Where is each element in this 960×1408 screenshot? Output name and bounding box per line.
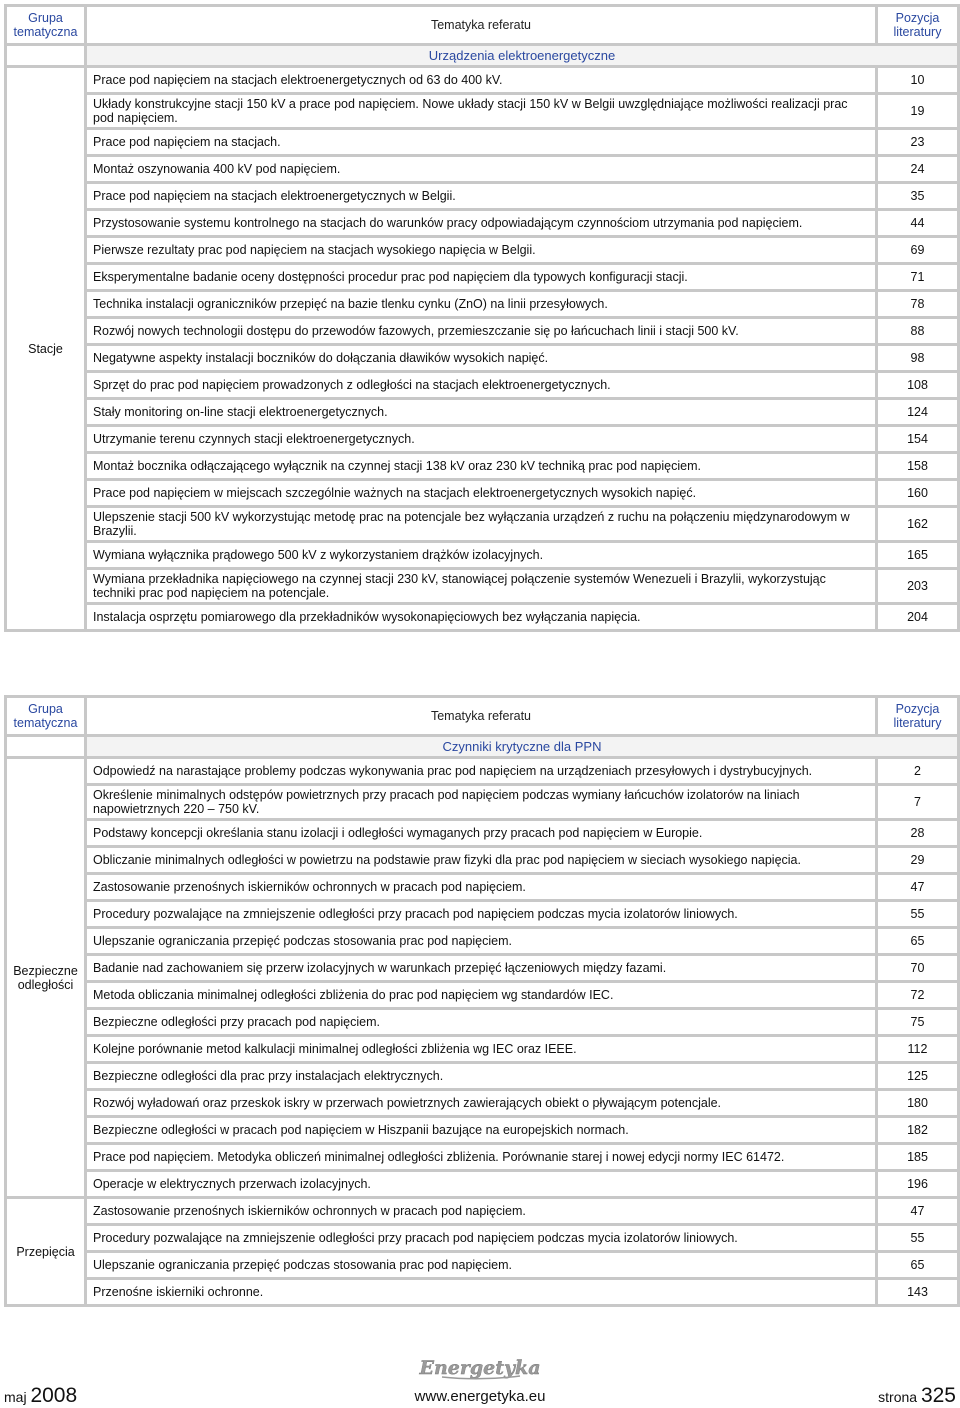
row-reference-number: 185 (878, 1145, 957, 1169)
row-reference-number: 165 (878, 543, 957, 567)
row-topic: Eksperymentalne badanie oceny dostępności procedur prac pod napięciem dla typowych konfiguracji stacji. (87, 265, 875, 289)
row-topic: Pierwsze rezultaty prac pod napięciem na stacjach wysokiego napięcia w Belgii. (87, 238, 875, 262)
table-row (7, 292, 957, 316)
row-reference-number: 204 (878, 605, 957, 629)
issue-month: maj (4, 1389, 27, 1405)
table-row (7, 1172, 957, 1196)
table-row (7, 346, 957, 370)
references-table-devices (4, 4, 960, 632)
table-row (7, 543, 957, 567)
row-topic: Ulepszanie ograniczania przepięć podczas stosowania prac pod napięciem. (87, 929, 875, 953)
table-row (7, 1064, 957, 1088)
table-row (7, 1010, 957, 1034)
table-row (7, 1253, 957, 1277)
table-row (7, 848, 957, 872)
row-reference-number: 55 (878, 902, 957, 926)
table-row (7, 319, 957, 343)
section-title: Czynniki krytyczne dla PPN (87, 737, 957, 756)
row-topic: Stały monitoring on-line stacji elektroenergetycznych. (87, 400, 875, 424)
table-row (7, 875, 957, 899)
row-reference-number: 160 (878, 481, 957, 505)
row-reference-number: 108 (878, 373, 957, 397)
row-topic: Prace pod napięciem w miejscach szczególnie ważnych na stacjach elektroenergetycznych wysokich napięć. (87, 481, 875, 505)
row-reference-number: 180 (878, 1091, 957, 1115)
section-title: Urządzenia elektroenergetyczne (87, 46, 957, 65)
table-row (7, 605, 957, 629)
table-row (7, 95, 957, 127)
row-topic: Bezpieczne odległości w pracach pod napięciem w Hiszpanii bazujące na europejskich normach. (87, 1118, 875, 1142)
row-reference-number: 29 (878, 848, 957, 872)
table-row (7, 427, 957, 451)
row-topic: Zastosowanie przenośnych iskierników ochronnych w pracach pod napięciem. (87, 1199, 875, 1223)
website-link[interactable]: www.energetyka.eu (414, 1388, 546, 1405)
table-row (7, 1226, 957, 1250)
header-topic: Tematyka referatu (87, 7, 875, 43)
table-row (7, 238, 957, 262)
row-reference-number: 70 (878, 956, 957, 980)
row-reference-number: 65 (878, 1253, 957, 1277)
row-topic: Odpowiedź na narastające problemy podczas wykonywania prac pod napięciem na urządzeniach przesyłowych i dystrybucyjnych. (87, 759, 875, 783)
row-reference-number: 44 (878, 211, 957, 235)
group-stations: Stacje (7, 68, 84, 629)
table-row (7, 508, 957, 540)
table-row (7, 184, 957, 208)
row-topic: Ulepszanie ograniczania przepięć podczas stosowania prac pod napięciem. (87, 1253, 875, 1277)
row-topic: Utrzymanie terenu czynnych stacji elektroenergetycznych. (87, 427, 875, 451)
table-row (7, 1118, 957, 1142)
table-row (7, 902, 957, 926)
row-topic: Obliczanie minimalnych odległości w powietrzu na podstawie praw fizyki dla prac pod napięciem w sieciach wysokiego napięcia. (87, 848, 875, 872)
row-reference-number: 162 (878, 508, 957, 540)
row-topic: Technika instalacji ograniczników przepięć na bazie tlenku cynku (ZnO) na linii przesyłowych. (87, 292, 875, 316)
table-row (7, 1145, 957, 1169)
row-reference-number: 65 (878, 929, 957, 953)
table-row (7, 821, 957, 845)
row-reference-number: 125 (878, 1064, 957, 1088)
table-row (7, 373, 957, 397)
table-row (7, 130, 957, 154)
row-reference-number: 19 (878, 95, 957, 127)
row-reference-number: 75 (878, 1010, 957, 1034)
row-reference-number: 35 (878, 184, 957, 208)
row-topic: Prace pod napięciem na stacjach. (87, 130, 875, 154)
svg-text:Energetyka: Energetyka (419, 1357, 541, 1379)
row-topic: Instalacja osprzętu pomiarowego dla przekładników wysokonapięciowych bez wyłączania napięcia. (87, 605, 875, 629)
row-topic: Kolejne porównanie metod kalkulacji minimalnej odległości zbliżenia wg IEC oraz IEEE. (87, 1037, 875, 1061)
table-row (7, 481, 957, 505)
row-topic: Rozwój wyładowań oraz przeskok iskry w przerwach powietrznych zawierających obiekt o pływającym potencjale. (87, 1091, 875, 1115)
row-topic: Badanie nad zachowaniem się przerw izolacyjnych w warunkach przepięć łączeniowych między fazami. (87, 956, 875, 980)
table-row (7, 570, 957, 602)
table-row (7, 1199, 957, 1223)
header-position: Pozycja literatury (878, 698, 957, 734)
row-topic: Przenośne iskierniki ochronne. (87, 1280, 875, 1304)
row-topic: Metoda obliczania minimalnej odległości zbliżenia do prac pod napięciem wg standardów IEC. (87, 983, 875, 1007)
table-row (7, 956, 957, 980)
table-row (7, 929, 957, 953)
header-position: Pozycja literatury (878, 7, 957, 43)
page-number (878, 1384, 956, 1408)
row-topic: Montaż oszynowania 400 kV pod napięciem. (87, 157, 875, 181)
row-reference-number: 28 (878, 821, 957, 845)
row-topic: Ulepszenie stacji 500 kV wykorzystując metodę prac na potencjale bez wyłączania urządzeń z ruchu na połączeniu międzynarodowym w Brazylii. (87, 508, 875, 540)
row-topic: Zastosowanie przenośnych iskierników ochronnych w pracach pod napięciem. (87, 875, 875, 899)
row-topic: Prace pod napięciem na stacjach elektroenergetycznych od 63 do 400 kV. (87, 68, 875, 92)
table-row (7, 211, 957, 235)
table-row (7, 786, 957, 818)
page-label: strona (878, 1389, 918, 1405)
row-topic: Prace pod napięciem na stacjach elektroenergetycznych w Belgii. (87, 184, 875, 208)
row-reference-number: 112 (878, 1037, 957, 1061)
table-row (7, 400, 957, 424)
row-reference-number: 72 (878, 983, 957, 1007)
row-reference-number: 10 (878, 68, 957, 92)
row-topic: Bezpieczne odległości przy pracach pod napięciem. (87, 1010, 875, 1034)
row-reference-number: 71 (878, 265, 957, 289)
row-reference-number: 2 (878, 759, 957, 783)
table-row (7, 265, 957, 289)
row-reference-number: 47 (878, 875, 957, 899)
references-table-critical-factors (4, 695, 960, 1307)
row-topic: Bezpieczne odległości dla prac przy instalacjach elektrycznych. (87, 1064, 875, 1088)
issue-year: 2008 (30, 1384, 78, 1407)
table-row (7, 983, 957, 1007)
row-topic: Określenie minimalnych odstępów powietrznych przy pracach pod napięciem podczas wymiany łańcuchów izolatorów na liniach napowietrznych 220 – 750 kV. (87, 786, 875, 818)
row-reference-number: 124 (878, 400, 957, 424)
table-row (7, 454, 957, 478)
row-topic: Operacje w elektrycznych przerwach izolacyjnych. (87, 1172, 875, 1196)
row-reference-number: 154 (878, 427, 957, 451)
header-group: Grupa tematyczna (7, 698, 84, 734)
row-reference-number: 158 (878, 454, 957, 478)
row-reference-number: 55 (878, 1226, 957, 1250)
row-reference-number: 196 (878, 1172, 957, 1196)
row-topic: Procedury pozwalające na zmniejszenie odległości przy pracach pod napięciem podczas mycia izolatorów liniowych. (87, 902, 875, 926)
row-topic: Układy konstrukcyjne stacji 150 kV a prace pod napięciem. Nowe układy stacji 150 kV w Belgii uwzględniające możliwości realizacji prac pod napięciem. (87, 95, 875, 127)
row-topic: Sprzęt do prac pod napięciem prowadzonych z odległości na stacjach elektroenergetycznych. (87, 373, 875, 397)
row-topic: Wymiana przekładnika napięciowego na czynnej stacji 230 kV, stanowiącej połączenie systemów Wenezueli i Brazylii, wykorzystując techniki prac pod napięciem na potencjale. (87, 570, 875, 602)
row-reference-number: 143 (878, 1280, 957, 1304)
header-topic: Tematyka referatu (87, 698, 875, 734)
row-topic: Rozwój nowych technologii dostępu do przewodów fazowych, przemieszczanie się po łańcuchach linii i stacji 500 kV. (87, 319, 875, 343)
row-reference-number: 98 (878, 346, 957, 370)
row-topic: Przystosowanie systemu kontrolnego na stacjach do warunków pracy odpowiadającym czynnościom utrzymania pod napięciem. (87, 211, 875, 235)
group-safe-distances: Bezpieczne odległości (7, 759, 84, 1196)
group-overvoltages: Przepięcia (7, 1199, 84, 1304)
row-topic: Negatywne aspekty instalacji boczników do dołączania dławików wysokich napięć. (87, 346, 875, 370)
row-topic: Procedury pozwalające na zmniejszenie odległości przy pracach pod napięciem podczas mycia izolatorów liniowych. (87, 1226, 875, 1250)
table-row (7, 157, 957, 181)
row-topic: Prace pod napięciem. Metodyka obliczeń minimalnej odległości zbliżenia. Porównanie starej i nowej edycji normy IEC 61472. (87, 1145, 875, 1169)
row-reference-number: 78 (878, 292, 957, 316)
row-reference-number: 182 (878, 1118, 957, 1142)
row-reference-number: 69 (878, 238, 957, 262)
row-reference-number: 7 (878, 786, 957, 818)
row-reference-number: 203 (878, 570, 957, 602)
table-row (7, 759, 957, 783)
row-topic: Podstawy koncepcji określania stanu izolacji i odległości wymaganych przy pracach pod napięciem w Europie. (87, 821, 875, 845)
row-reference-number: 47 (878, 1199, 957, 1223)
page-value: 325 (920, 1384, 956, 1407)
row-reference-number: 23 (878, 130, 957, 154)
table-row (7, 1280, 957, 1304)
table-row (7, 68, 957, 92)
table-row (7, 1091, 957, 1115)
row-reference-number: 24 (878, 157, 957, 181)
header-group: Grupa tematyczna (7, 7, 84, 43)
row-topic: Wymiana wyłącznika prądowego 500 kV z wykorzystaniem drążków izolacyjnych. (87, 543, 875, 567)
row-reference-number: 88 (878, 319, 957, 343)
table-row (7, 1037, 957, 1061)
row-topic: Montaż bocznika odłączającego wyłącznik na czynnej stacji 138 kV oraz 230 kV techniką prac pod napięciem. (87, 454, 875, 478)
energetyka-logo (419, 1354, 541, 1382)
